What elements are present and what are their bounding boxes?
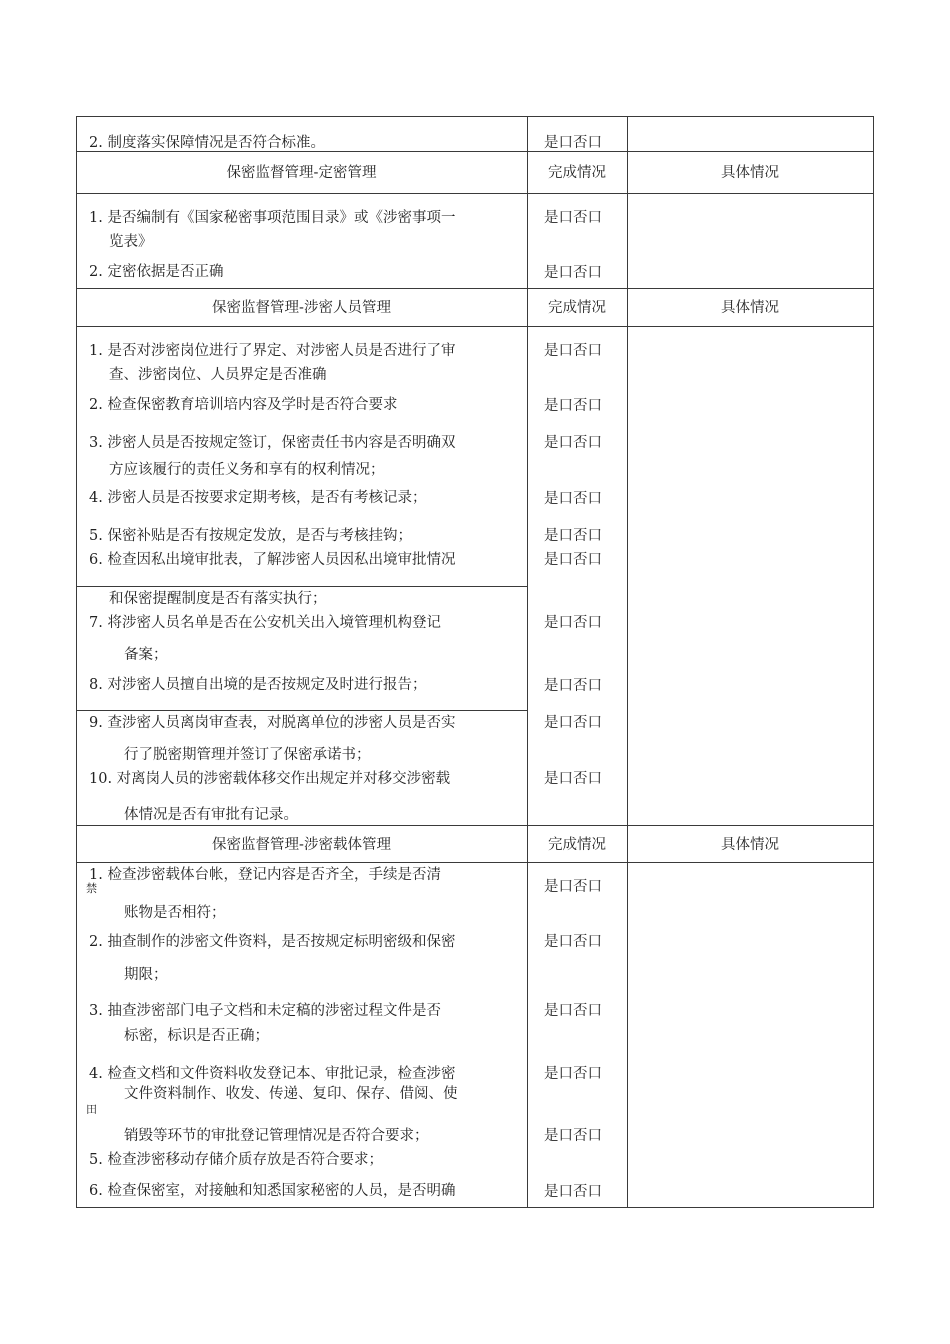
- status-checkbox[interactable]: 是口否口: [544, 771, 602, 787]
- item-text: 行了脱密期管理并签订了保密承诺书；: [124, 747, 371, 763]
- item-text: 1. 检查涉密载体台帐，登记内容是否齐全，手续是否清: [89, 867, 441, 883]
- column-header-status: 完成情况: [548, 837, 606, 853]
- column-header-detail: 具体情况: [721, 165, 779, 181]
- item-text: 期限；: [124, 967, 168, 983]
- status-checkbox[interactable]: 是口否口: [544, 398, 602, 414]
- status-checkbox[interactable]: 是口否口: [544, 715, 602, 731]
- item-text: 9. 查涉密人员离岗审查表，对脱离单位的涉密人员是否实: [89, 715, 456, 731]
- table-line: [873, 116, 874, 1208]
- status-checkbox[interactable]: 是口否口: [544, 135, 602, 151]
- item-text: 查、涉密岗位、人员界定是否准确: [109, 367, 327, 383]
- table-line: [627, 116, 628, 1208]
- item-text: 2. 抽查制作的涉密文件资料，是否按规定标明密级和保密: [89, 934, 456, 950]
- item-text: 3. 涉密人员是否按规定签订，保密责任书内容是否明确双: [89, 435, 456, 451]
- status-checkbox[interactable]: 是口否口: [544, 210, 602, 226]
- item-text: 览表》: [109, 234, 153, 250]
- item-text: 6. 检查因私出境审批表，了解涉密人员因私出境审批情况: [89, 552, 456, 568]
- table-line: [76, 825, 874, 826]
- item-text-fragment: 田: [86, 1103, 97, 1116]
- status-checkbox[interactable]: 是口否口: [544, 491, 602, 507]
- status-checkbox[interactable]: 是口否口: [544, 435, 602, 451]
- section-title: 保密监督管理-涉密载体管理: [212, 837, 391, 853]
- table-line: [76, 326, 874, 327]
- item-text: 标密，标识是否正确；: [124, 1028, 269, 1044]
- status-checkbox[interactable]: 是口否口: [544, 1003, 602, 1019]
- status-checkbox[interactable]: 是口否口: [544, 879, 602, 895]
- item-text: 3. 抽查涉密部门电子文档和未定稿的涉密过程文件是否: [89, 1003, 441, 1019]
- column-header-status: 完成情况: [548, 300, 606, 316]
- item-text: 5. 保密补贴是否有按规定发放，是否与考核挂钩；: [89, 528, 412, 544]
- item-text: 方应该履行的责任义务和享有的权利情况；: [109, 462, 385, 478]
- table-line: [76, 288, 874, 289]
- item-text: 8. 对涉密人员擅自出境的是否按规定及时进行报告；: [89, 677, 427, 693]
- item-text: 6. 检查保密室，对接触和知悉国家秘密的人员，是否明确: [89, 1183, 456, 1199]
- column-header-detail: 具体情况: [721, 837, 779, 853]
- item-text: 体情况是否有审批有记录。: [124, 807, 298, 823]
- item-text-fragment: 禁: [86, 882, 97, 895]
- status-checkbox[interactable]: 是口否口: [544, 343, 602, 359]
- table-line: [76, 710, 528, 711]
- column-header-status: 完成情况: [548, 165, 606, 181]
- column-header-detail: 具体情况: [721, 300, 779, 316]
- status-checkbox[interactable]: 是口否口: [544, 678, 602, 694]
- section-title: 保密监督管理-定密管理: [226, 165, 377, 181]
- item-text: 2. 定密依据是否正确: [89, 264, 224, 280]
- status-checkbox[interactable]: 是口否口: [544, 552, 602, 568]
- item-text: 2. 检查保密教育培训培内容及学时是否符合要求: [89, 397, 398, 413]
- table-line: [527, 116, 528, 1208]
- table-line: [76, 193, 874, 194]
- item-text: 2. 制度落实保障情况是否符合标准。: [89, 135, 325, 151]
- table-line: [76, 116, 77, 1208]
- status-checkbox[interactable]: 是口否口: [544, 265, 602, 281]
- item-text: 账物是否相符；: [124, 905, 226, 921]
- item-text: 7. 将涉密人员名单是否在公安机关出入境管理机构登记: [89, 615, 441, 631]
- item-text: 10. 对离岗人员的涉密载体移交作出规定并对移交涉密载: [89, 771, 451, 787]
- status-checkbox[interactable]: 是口否口: [544, 528, 602, 544]
- item-text: 和保密提醒制度是否有落实执行；: [109, 591, 327, 607]
- item-text: 5. 检查涉密移动存储介质存放是否符合要求；: [89, 1152, 383, 1168]
- status-checkbox[interactable]: 是口否口: [544, 1184, 602, 1200]
- status-checkbox[interactable]: 是口否口: [544, 615, 602, 631]
- status-checkbox[interactable]: 是口否口: [544, 934, 602, 950]
- item-text: 4. 涉密人员是否按要求定期考核，是否有考核记录；: [89, 490, 427, 506]
- table-line: [76, 586, 528, 587]
- item-text: 文件资料制作、收发、传递、复印、保存、借阅、使: [124, 1086, 458, 1102]
- section-title: 保密监督管理-涉密人员管理: [212, 300, 391, 316]
- item-text: 1. 是否对涉密岗位进行了界定、对涉密人员是否进行了审: [89, 343, 456, 359]
- item-text: 4. 检查文档和文件资料收发登记本、审批记录，检查涉密: [89, 1066, 456, 1082]
- item-text: 1. 是否编制有《国家秘密事项范围目录》或《涉密事项一: [89, 210, 456, 226]
- status-checkbox[interactable]: 是口否口: [544, 1066, 602, 1082]
- table-line: [76, 862, 874, 863]
- item-text: 销毁等环节的审批登记管理情况是否符合要求；: [124, 1128, 429, 1144]
- status-checkbox[interactable]: 是口否口: [544, 1128, 602, 1144]
- table-line: [76, 1207, 874, 1208]
- table-line: [76, 116, 874, 117]
- item-text: 备案；: [124, 647, 168, 663]
